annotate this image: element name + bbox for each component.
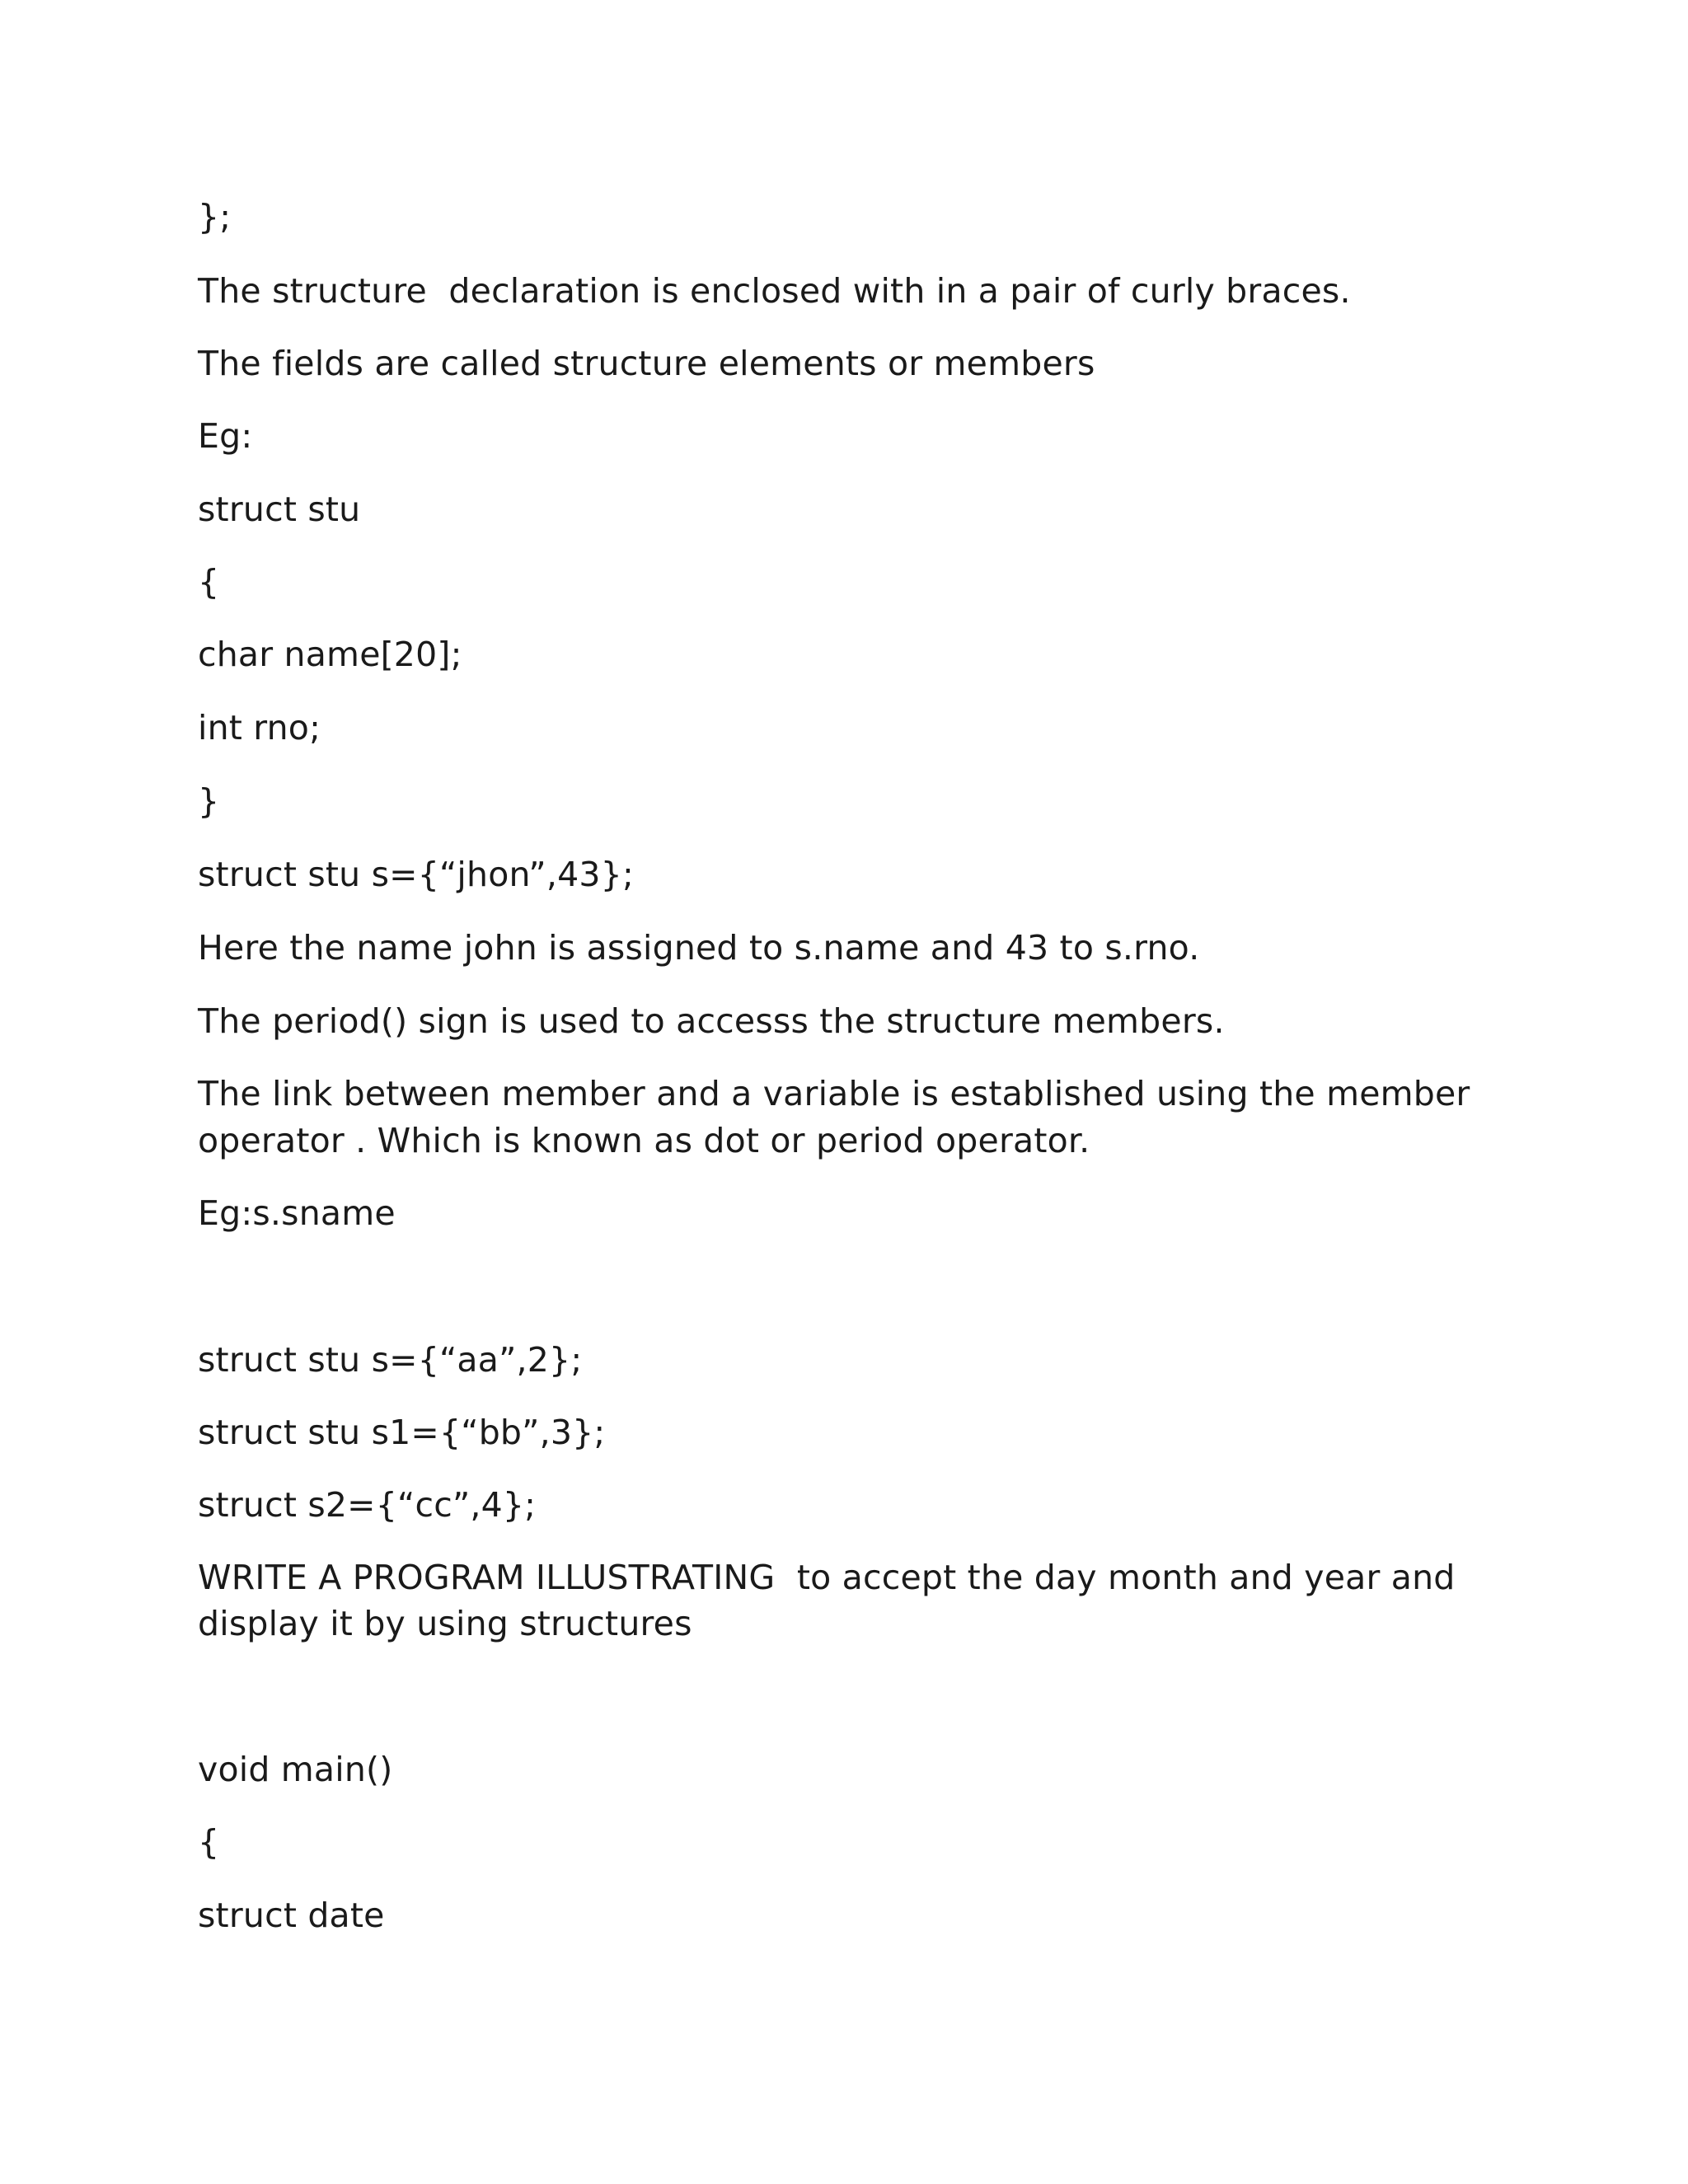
text-line-period-sign: The period() sign is used to accesss the structure members. (198, 1001, 1225, 1041)
code-line-struct-stu-s-jhon: struct stu s={“jhon”,43}; (198, 855, 634, 894)
code-line-struct-s2-cc: struct s2={“cc”,4}; (198, 1485, 537, 1525)
code-line-int-rno: int rno; (198, 708, 321, 748)
text-line-link-between-member: The link between member and a variable is established using the member (198, 1074, 1470, 1113)
text-line-name-john-assigned: Here the name john is assigned to s.name and 43 to s.rno. (198, 928, 1200, 968)
code-line-open-brace-main: { (198, 1822, 220, 1862)
text-line-structure-declaration: The structure declaration is enclosed with in a pair of curly braces. (198, 271, 1351, 311)
code-line-struct-stu-s-aa: struct stu s={“aa”,2}; (198, 1340, 583, 1380)
code-line-struct-stu: struct stu (198, 490, 361, 529)
text-line-eg: Eg: (198, 416, 253, 456)
text-line-display-it: display it by using structures (198, 1604, 692, 1643)
code-line-struct-stu-s1-bb: struct stu s1={“bb”,3}; (198, 1413, 606, 1452)
text-line-write-a-program: WRITE A PROGRAM ILLUSTRATING to accept the day month and year and (198, 1558, 1456, 1597)
code-line-void-main: void main() (198, 1750, 393, 1789)
text-line-dot-operator: operator . Which is known as dot or period operator. (198, 1121, 1090, 1160)
text-line-fields-called: The fields are called structure elements or members (198, 344, 1095, 383)
code-line-struct-date: struct date (198, 1896, 385, 1935)
code-line-closing-brace-semicolon: }; (198, 197, 232, 237)
code-line-close-brace: } (198, 781, 220, 821)
code-line-open-brace: { (198, 562, 220, 602)
text-line-eg-s-sname: Eg:s.sname (198, 1193, 396, 1233)
code-line-char-name: char name[20]; (198, 635, 462, 674)
